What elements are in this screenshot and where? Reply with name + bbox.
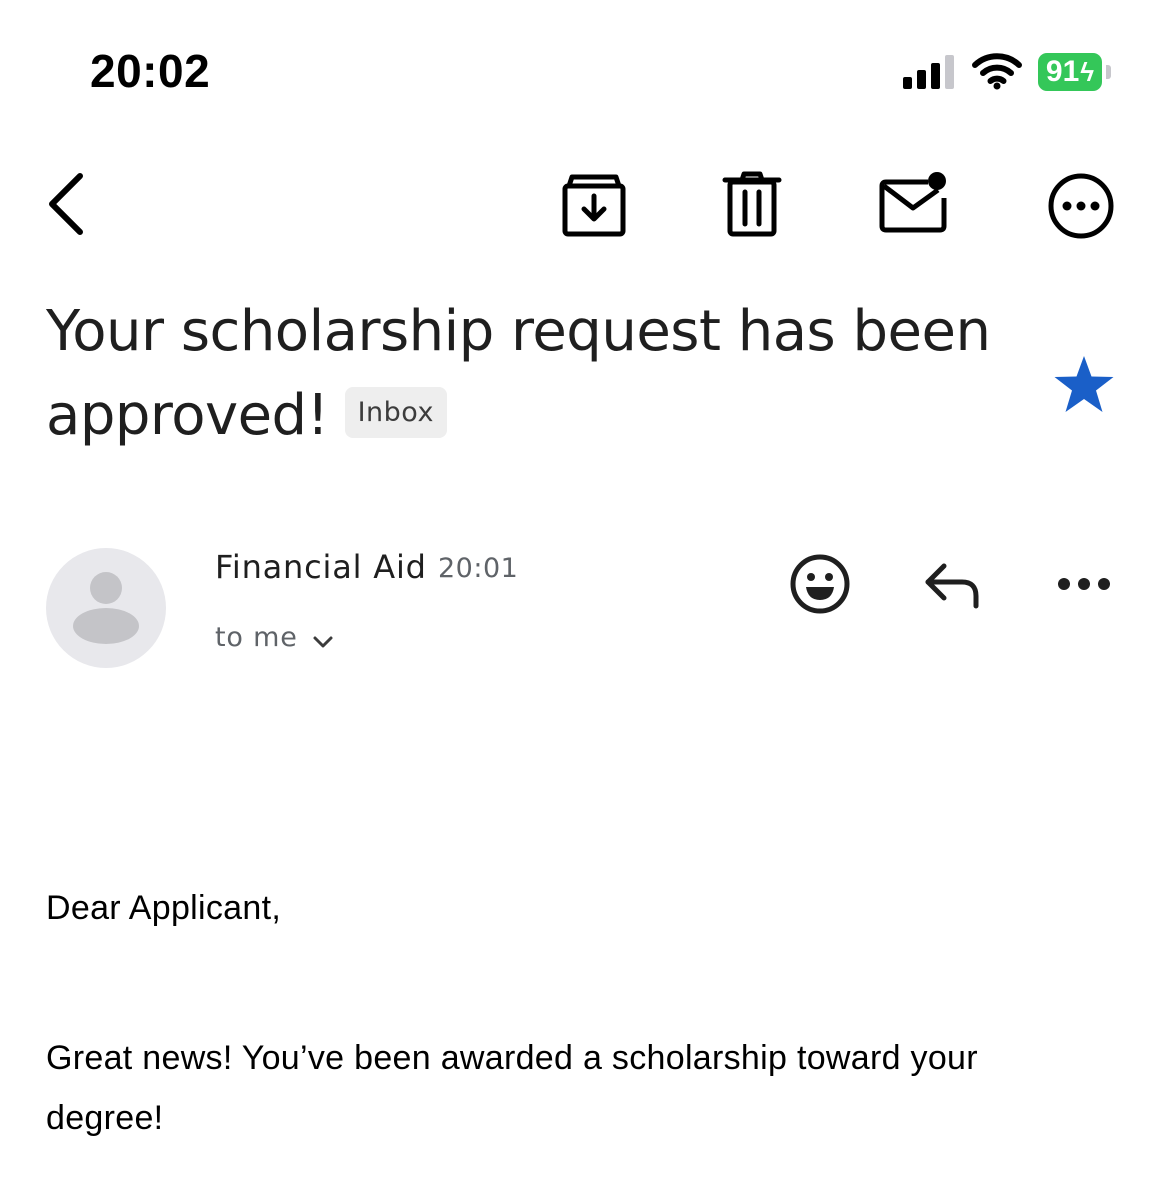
email-body-paragraph: Great news! You’ve been awarded a scholarship toward your degree!	[46, 1039, 978, 1137]
star-icon	[1052, 354, 1116, 416]
reply-icon	[922, 560, 982, 610]
subject-text: Your scholarship request has been approved!	[46, 299, 991, 448]
back-icon	[40, 170, 90, 238]
sender-name[interactable]: Financial Aid	[215, 548, 427, 586]
sent-time: 20:01	[438, 553, 519, 584]
mark-unread-button[interactable]	[878, 170, 952, 236]
person-icon	[46, 548, 166, 668]
cellular-signal-icon	[903, 55, 955, 89]
battery-indicator	[1038, 53, 1102, 91]
emoji-icon	[788, 552, 852, 616]
message-more-button[interactable]	[1056, 572, 1112, 596]
battery-level: 91	[1045, 55, 1080, 88]
avatar[interactable]	[46, 548, 166, 668]
archive-icon	[560, 172, 628, 238]
add-reaction-button[interactable]	[788, 552, 852, 616]
battery-nub	[1106, 65, 1111, 79]
mark-unread-icon	[878, 170, 952, 236]
chevron-down-icon	[312, 635, 334, 649]
more-options-icon	[1047, 172, 1115, 240]
archive-button[interactable]	[560, 172, 628, 238]
back-button[interactable]	[40, 170, 90, 238]
status-time: 20:02	[90, 45, 211, 97]
delete-button[interactable]	[722, 170, 782, 238]
reply-button[interactable]	[922, 560, 982, 610]
recipient-text: to me	[215, 622, 298, 653]
email-subject	[46, 290, 1006, 458]
label-chip-inbox[interactable]: Inbox	[345, 387, 447, 438]
charging-bolt-icon: ϟ	[1080, 56, 1095, 87]
recipient-details-toggle[interactable]	[215, 622, 334, 653]
star-button[interactable]	[1052, 354, 1116, 416]
more-options-button[interactable]	[1047, 172, 1115, 240]
wifi-icon	[972, 52, 1022, 90]
email-greeting: Dear Applicant,	[46, 889, 282, 927]
trash-icon	[722, 170, 782, 238]
more-horizontal-icon	[1056, 572, 1112, 596]
